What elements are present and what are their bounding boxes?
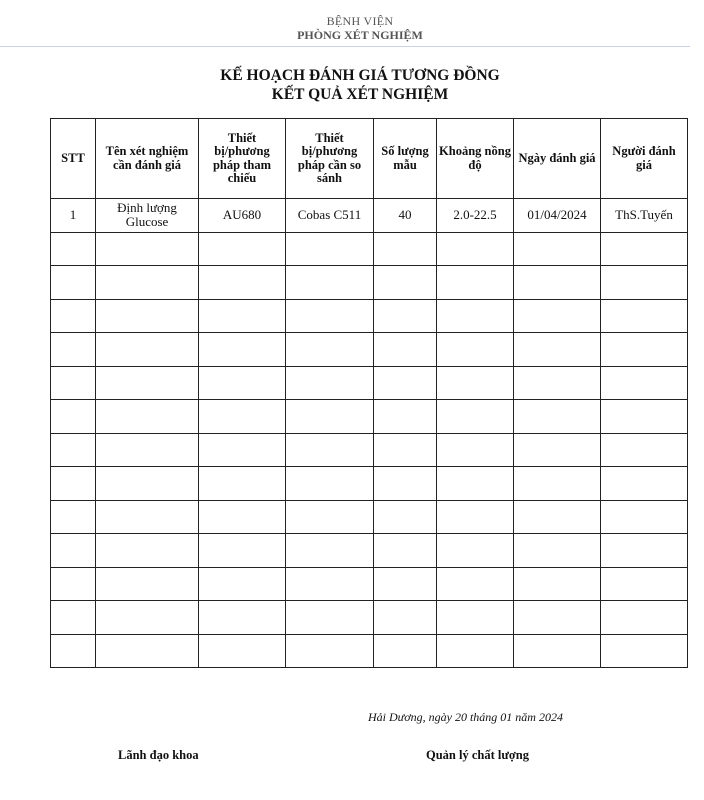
table-cell [96,366,199,400]
table-cell [437,601,514,635]
header-test-name: Tên xét nghiệm cần đánh giá [96,119,199,199]
table-row [51,333,688,367]
table-cell [374,534,437,568]
table-cell: AU680 [199,199,286,233]
table-cell [374,366,437,400]
table-cell [96,534,199,568]
table-cell [199,366,286,400]
table-cell [601,366,688,400]
table-cell: Định lượng Glucose [96,199,199,233]
signature-quality-manager: Quản lý chất lượng [426,748,529,762]
table-cell [51,534,96,568]
table-cell [286,534,374,568]
table-cell [199,333,286,367]
table-cell: ThS.Tuyến [601,199,688,233]
table-cell [437,299,514,333]
table-cell [96,567,199,601]
table-cell [437,534,514,568]
table-cell [374,601,437,635]
table-cell [514,634,601,668]
table-cell [601,266,688,300]
table-cell [199,400,286,434]
table-cell [601,299,688,333]
table-cell [199,467,286,501]
table-row [51,534,688,568]
header-evaluator: Người đánh giá [601,119,688,199]
table-cell [51,601,96,635]
table-cell [96,400,199,434]
table-cell [374,467,437,501]
table-cell [601,467,688,501]
table-row [51,266,688,300]
table-cell [96,634,199,668]
table-cell [96,433,199,467]
table-cell [374,232,437,266]
table-cell [51,433,96,467]
table-cell [51,467,96,501]
title-line-1: KẾ HOẠCH ĐÁNH GIÁ TƯƠNG ĐỒNG [220,67,500,84]
table-cell [437,467,514,501]
table-cell [51,366,96,400]
table-cell [286,299,374,333]
table-cell [96,299,199,333]
table-row [51,467,688,501]
table-cell [437,500,514,534]
table-cell [286,366,374,400]
table-cell [601,534,688,568]
table-cell [96,266,199,300]
table-cell [199,500,286,534]
table-cell [199,634,286,668]
table-cell [286,467,374,501]
table-cell [199,567,286,601]
place-date: Hải Dương, ngày 20 tháng 01 năm 2024 [368,710,563,724]
table-cell [514,299,601,333]
table-cell: 2.0-22.5 [437,199,514,233]
table-cell [514,567,601,601]
table-cell [51,232,96,266]
table-cell [374,266,437,300]
table-cell [601,433,688,467]
table-cell [199,232,286,266]
hospital-name: BỆNH VIỆN [326,14,394,28]
table-row [51,433,688,467]
table-cell [286,433,374,467]
table-cell [374,400,437,434]
table-cell [51,500,96,534]
header-concentration-range: Khoảng nồng độ [437,119,514,199]
table-cell [601,333,688,367]
table-cell [51,333,96,367]
table-body [51,199,688,668]
table-cell [286,601,374,635]
table-cell: 40 [374,199,437,233]
table-cell [374,567,437,601]
title-line-2: KẾT QUẢ XÉT NGHIỆM [271,86,449,103]
table-row [51,567,688,601]
table-cell: 1 [51,199,96,233]
table-row [51,199,688,233]
table-cell [286,567,374,601]
table-cell [514,366,601,400]
table-cell [437,634,514,668]
table-cell [514,534,601,568]
header-reference-method: Thiết bị/phương pháp tham chiếu [199,119,286,199]
header-stt: STT [51,119,96,199]
table-cell [437,232,514,266]
table-cell [601,634,688,668]
table-cell [286,500,374,534]
table-cell [96,601,199,635]
department-name: PHÒNG XÉT NGHIỆM [297,28,423,42]
table-cell [286,232,374,266]
table-row [51,601,688,635]
table-cell [96,500,199,534]
table-cell [96,232,199,266]
table-cell [96,333,199,367]
table-cell [374,433,437,467]
table-cell [51,634,96,668]
header-sample-count: Số lượng mẫu [374,119,437,199]
table-cell [286,266,374,300]
signature-department-head: Lãnh đạo khoa [118,748,199,762]
table-cell [601,567,688,601]
table-cell [51,299,96,333]
table-cell [437,366,514,400]
table-row [51,299,688,333]
table-cell [286,400,374,434]
table-cell [601,601,688,635]
header-evaluation-date: Ngày đánh giá [514,119,601,199]
table-cell: 01/04/2024 [514,199,601,233]
table-row [51,366,688,400]
table-row [51,634,688,668]
table-cell [286,634,374,668]
table-header-row [51,119,688,199]
table-cell [374,500,437,534]
table-cell [601,500,688,534]
table-cell [199,299,286,333]
table-cell [601,400,688,434]
evaluation-plan-table [50,118,688,668]
table-cell [514,433,601,467]
table-cell [514,232,601,266]
document-title [80,66,640,104]
header-comparison-method: Thiết bị/phương pháp cần so sánh [286,119,374,199]
table-cell [374,333,437,367]
table-cell [199,534,286,568]
table-cell [514,601,601,635]
table-cell [374,299,437,333]
table-cell [96,467,199,501]
table-cell [437,567,514,601]
table-cell [199,433,286,467]
table-cell [437,433,514,467]
table-cell [51,266,96,300]
table-cell [437,333,514,367]
table-cell [374,634,437,668]
table-cell [51,400,96,434]
table-cell [514,400,601,434]
table-cell [514,467,601,501]
table-cell [199,601,286,635]
table-cell [601,232,688,266]
table-cell [437,400,514,434]
table-cell [51,567,96,601]
table-row [51,500,688,534]
table-row [51,232,688,266]
header-divider [0,46,690,47]
table-cell [514,333,601,367]
table-cell [199,266,286,300]
table-cell: Cobas C511 [286,199,374,233]
document-header [180,14,540,42]
table-cell [286,333,374,367]
table-cell [437,266,514,300]
table-row [51,400,688,434]
table-cell [514,500,601,534]
table-cell [514,266,601,300]
